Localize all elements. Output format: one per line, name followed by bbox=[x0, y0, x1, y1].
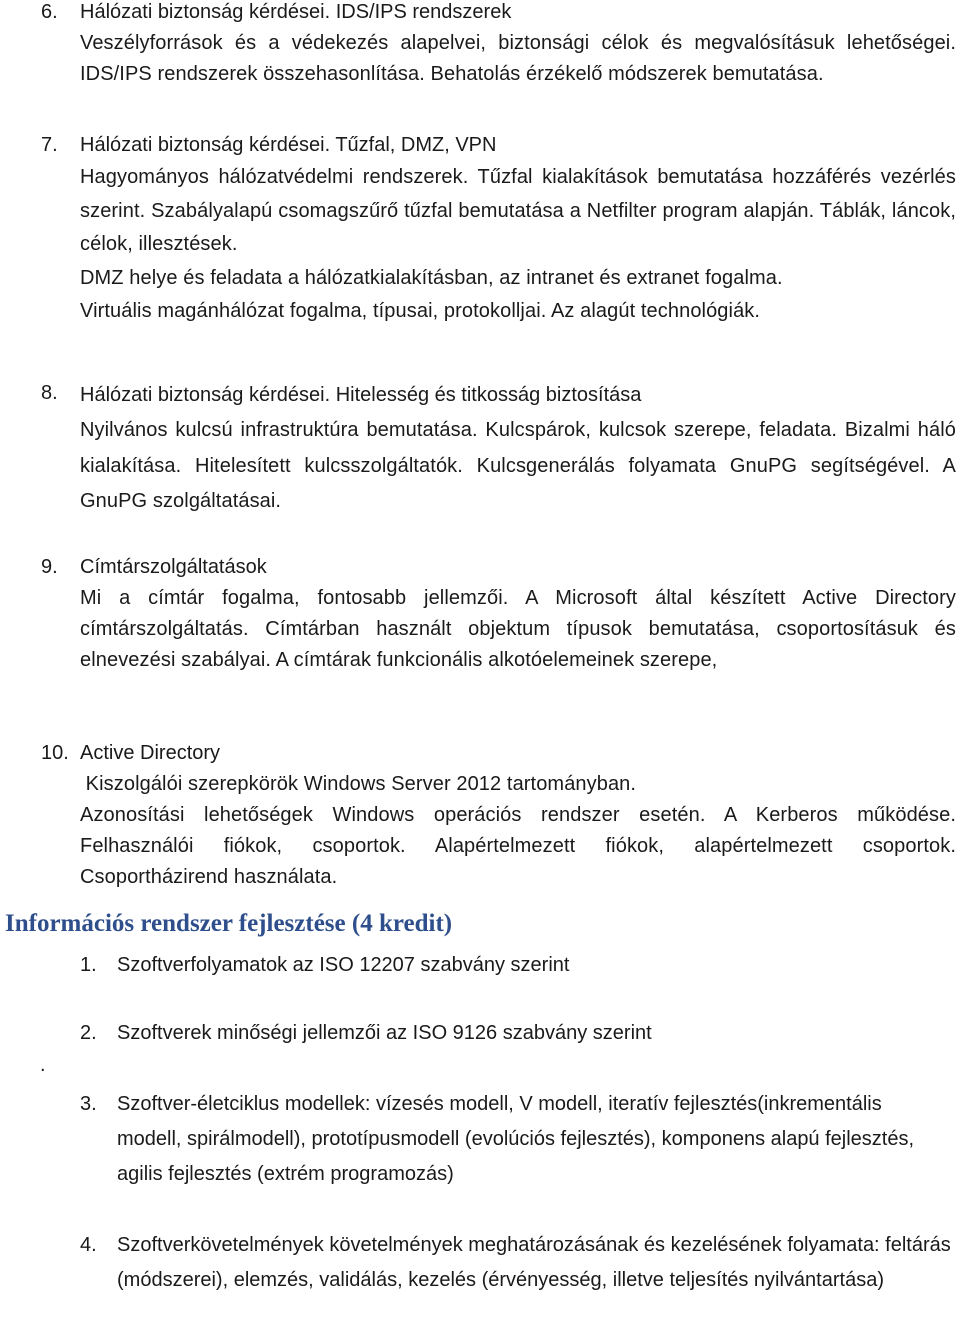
item-number: 4. bbox=[80, 1234, 97, 1256]
item-title: Címtárszolgáltatások bbox=[80, 556, 267, 578]
item-number: 7. bbox=[41, 134, 58, 156]
item-title: Active Directory bbox=[80, 742, 221, 764]
item-text: Szoftverkövetelmények követelmények meghatározásának és kezelésének folyamata: feltárás (módszerei), elemzés, validálás, kezelés (érvényesség, illetve teljesítés nyilvántartása) bbox=[117, 1234, 951, 1291]
section-list-item-4 bbox=[80, 1228, 950, 1298]
item-number: 6. bbox=[41, 1, 58, 23]
item-number: 10. bbox=[41, 742, 69, 764]
item-description-vpn: Virtuális magánhálózat fogalma, típusai, protokolljai. Az alagút technológiák. bbox=[80, 300, 761, 322]
list-item-10 bbox=[41, 738, 956, 893]
list-item-6 bbox=[41, 0, 956, 90]
list-item-7 bbox=[41, 130, 956, 329]
item-title: Hálózati biztonság kérdései. IDS/IPS rendszerek bbox=[80, 1, 512, 23]
item-number: 9. bbox=[41, 556, 58, 578]
item-number: 1. bbox=[80, 954, 97, 976]
item-title: Hálózati biztonság kérdései. Tűzfal, DMZ, VPN bbox=[80, 134, 497, 156]
item-description: Azonosítási lehetőségek Windows operációs rendszer esetén. A Kerberos működése. Felhasználói fiókok, csoportok. Alapértelmezett fiókok, alapértelmezett csoportok. Csoportházirend használata. bbox=[80, 804, 956, 888]
item-title: Hálózati biztonság kérdései. Hitelesség és titkosság biztosítása bbox=[80, 384, 642, 406]
item-number: 8. bbox=[41, 382, 58, 404]
list-item-9 bbox=[41, 552, 956, 676]
section-list-item-3 bbox=[80, 1087, 950, 1192]
section-heading: Információs rendszer fejlesztése (4 kredit) bbox=[5, 910, 453, 937]
item-text: Szoftverek minőségi jellemzői az ISO 9126 szabvány szerint bbox=[117, 1022, 652, 1044]
item-number: 2. bbox=[80, 1022, 97, 1044]
item-text: Szoftver-életciklus modellek: vízesés modell, V modell, iteratív fejlesztés(inkrementális modell, spirálmodell), prototípusmodell (evolúciós fejlesztés), komponens alapú fejlesztés, agilis fejlesztés (extrém programozás) bbox=[117, 1093, 915, 1185]
section-list-item-1 bbox=[80, 948, 950, 983]
item-number: 3. bbox=[80, 1093, 97, 1115]
section-list-item-2 bbox=[80, 1016, 950, 1051]
item-description: Hagyományos hálózatvédelmi rendszerek. Tűzfal kialakítások bemutatása hozzáférés vezérlés szerint. Szabályalapú csomagszűrő tűzfal bemutatása a Netfilter program alapján. Táblák, láncok, célok, illesztések. bbox=[80, 166, 956, 255]
item-description: Nyilvános kulcsú infrastruktúra bemutatása. Kulcspárok, kulcsok szerepe, feladata. Bizalmi háló kialakítása. Hitelesített kulcsszolgáltatók. Kulcsgenerálás folyamata GnuPG segítségével. A GnuPG szolgáltatásai. bbox=[80, 419, 956, 512]
item-text: Szoftverfolyamatok az ISO 12207 szabvány szerint bbox=[117, 954, 570, 976]
item-description: Mi a címtár fogalma, fontosabb jellemzői. A Microsoft által készített Active Directory címtárszolgáltatás. Címtárban használt objektum típusok bemutatása, csoportosításuk és elnevezési szabályai. A címtárak funkcionális alkotóelemeinek szerepe, bbox=[80, 587, 956, 671]
item-description-dmz: DMZ helye és feladata a hálózatkialakításban, az intranet és extranet fogalma. bbox=[80, 266, 783, 289]
item-description: Veszélyforrások és a védekezés alapelvei, biztonsági célok és megvalósításuk lehetőségei. IDS/IPS rendszerek összehasonlítása. Behatolás érzékelő módszerek bemutatása. bbox=[80, 32, 956, 85]
item-description-server: Kiszolgálói szerepkörök Windows Server 2012 tartományban. bbox=[80, 773, 637, 795]
list-item-8 bbox=[41, 378, 956, 520]
stray-dot: . bbox=[40, 1054, 46, 1076]
